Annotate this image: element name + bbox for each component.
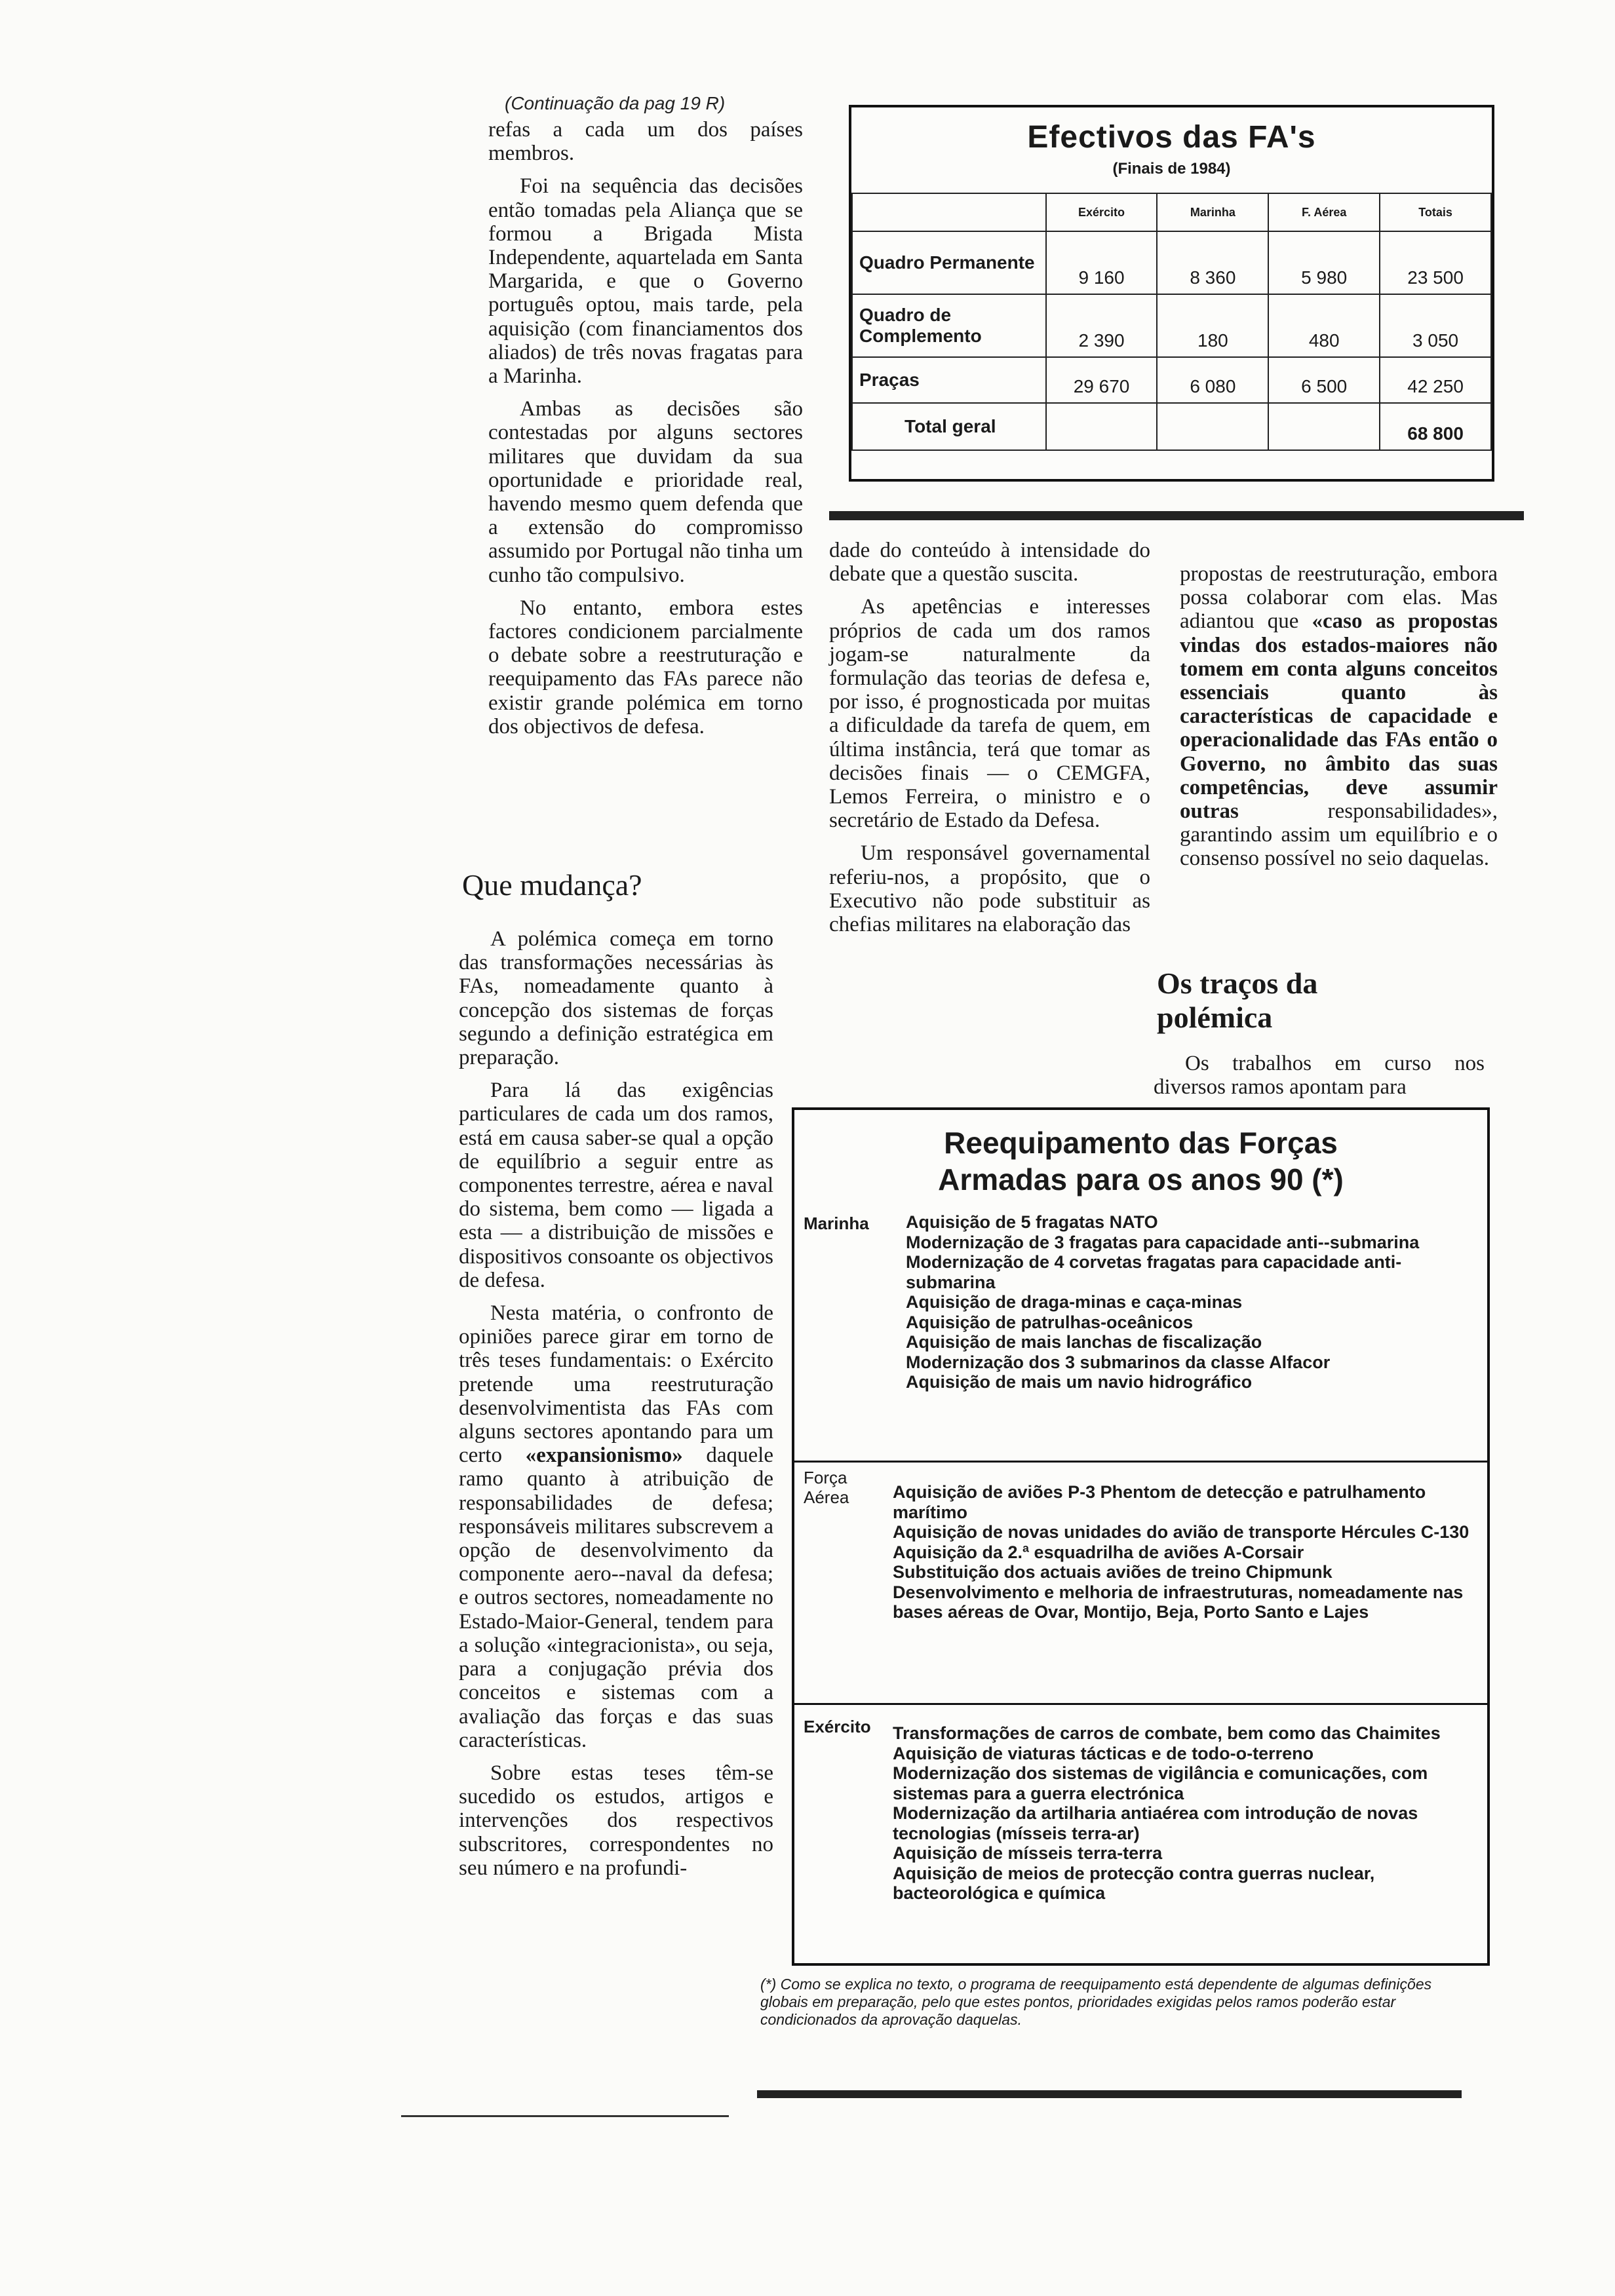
list-item: Aquisição de mais lanchas de fiscalização: [906, 1332, 1262, 1352]
table-cell: [1157, 403, 1268, 450]
paragraph: [1180, 562, 1498, 871]
list-item: Substituição dos actuais aviões de treino Chipmunk: [893, 1562, 1333, 1582]
text-run: propostas de reestruturação, embora possa colaborar com elas. Mas adiantou que: [1180, 562, 1498, 634]
reequipamento-title: Reequipamento das Forças Armadas para os anos 90 (*): [938, 1126, 1344, 1196]
list-item: Aquisição de draga-minas e caça-minas: [906, 1292, 1243, 1312]
total-label: Total geral: [852, 403, 1046, 450]
effectivos-table: [851, 193, 1492, 451]
table-row: [852, 231, 1491, 294]
list-item: Aquisição de mais um navio hidrográfico: [906, 1372, 1253, 1392]
list-item: Aquisição de mísseis terra-terra: [893, 1843, 1163, 1863]
table-cell: 42 250: [1380, 357, 1491, 403]
item-list: [893, 1723, 1474, 1904]
reequipamento-footnote: (*) Como se explica no texto, o programa de reequipamento está dependente de algumas definições globais em preparação, pelo que estes pontos, prioridades exigidas pelos ramos poderão estar condicionados da aprovação daquelas.: [760, 1976, 1432, 2028]
text-run: Nesta matéria, o confronto de opiniões parece girar em torno de três teses fundamentais: o Exército pretende uma reestruturação desenvolvimentista das FAs com alguns sectores apontando para um certo: [459, 1301, 773, 1468]
table-row: [852, 357, 1491, 403]
divider-rule: [829, 511, 1524, 520]
reequipamento-box: [792, 1107, 1490, 1966]
text-run: daquele ramo quanto à atribuição de responsabilidades de defesa; responsáveis militares subscrevem a opção de desenvolvimento da componente aero--naval da defesa; e outros sectores, nomeadamente no Estado-Maior-General, tendem para a solução «integracionista», ou seja, para a conjugação prévia dos conceitos e sistemas com a avaliação das forças e das suas características.: [459, 1444, 773, 1752]
table-row: [852, 294, 1491, 357]
paragraph: Ambas as decisões são contestadas por alguns sectores militares que duvidam da sua oportunidade e prioridade real, havendo mesmo quem defenda que a extensão do compromisso assumido por Portugal não tinha um cunho tão compulsivo.: [488, 397, 803, 587]
branch-label: Força Aérea: [804, 1468, 849, 1507]
table-cell: 9 160: [1046, 231, 1158, 294]
list-item: Modernização dos 3 submarinos da classe Alfacor: [906, 1352, 1331, 1372]
table-cell: [1046, 403, 1158, 450]
effectivos-title: Efectivos das FA's: [1027, 120, 1316, 155]
branch-label: Marinha: [804, 1214, 869, 1233]
article-column-3: [1180, 562, 1498, 871]
effectivos-table-box: [849, 105, 1494, 482]
paragraph: [459, 1301, 773, 1752]
paragraph: Foi na sequência das decisões então tomadas pela Aliança que se formou a Brigada Mista Independente, aquartelada em Santa Margarida, e que o Governo português optou, mais tarde, pela aquisição (com financiamentos dos aliados) de três novas fragatas para a Marinha.: [488, 174, 803, 389]
list-item: Aquisição de novas unidades do avião de transporte Hércules C-130: [893, 1522, 1469, 1542]
article-column-3b: [1154, 1052, 1485, 1099]
table-header-row: [852, 193, 1491, 231]
text-run: responsabilidades», garantindo assim um equilíbrio e o consenso possível no seio daquelas.: [1180, 799, 1498, 871]
list-item: Modernização de 3 fragatas para capacidade anti--submarina: [906, 1232, 1420, 1252]
table-cell: 3 050: [1380, 294, 1491, 357]
table-cell: 8 360: [1157, 231, 1268, 294]
list-item: Aquisição da 2.ª esquadrilha de aviões A-Corsair: [893, 1542, 1304, 1562]
table-cell: 6 500: [1268, 357, 1380, 403]
list-item: Modernização da artilharia antiaérea com introdução de novas tecnologias (mísseis terra-ar): [893, 1803, 1418, 1843]
article-column-2: [829, 539, 1150, 936]
paragraph: A polémica começa em torno das transformações necessárias às FAs, nomeadamente quanto à concepção dos sistemas de forças segundo a definição estratégica em preparação.: [459, 927, 773, 1070]
table-total-row: [852, 403, 1491, 450]
table-cell: 29 670: [1046, 357, 1158, 403]
paragraph: Para lá das exigências particulares de cada um dos ramos, está em causa saber-se qual a opção de equilíbrio a seguir entre as componentes terrestre, aérea e naval do sistema, bem como — ligada a esta — a distribuição de missões e dispositivos consoante os objectivos de defesa.: [459, 1079, 773, 1292]
column-bottom-rule: [401, 2115, 729, 2117]
table-cell: 2 390: [1046, 294, 1158, 357]
subheading-os-tracos: Os traços da polémica: [1157, 966, 1318, 1034]
list-item: Aquisição de viaturas tácticas e de todo-o-terreno: [893, 1743, 1314, 1763]
total-value: 68 800: [1380, 403, 1491, 450]
paragraph: Os trabalhos em curso nos diversos ramos apontam para: [1154, 1052, 1485, 1100]
list-item: Aquisição de meios de protecção contra guerras nuclear, bacteorológica e química: [893, 1863, 1375, 1903]
continuation-note: (Continuação da pag 19 R): [505, 93, 726, 113]
row-label: Quadro Permanente: [852, 231, 1046, 294]
list-item: Aquisição de aviões P-3 Phentom de detecção e patrulhamento marítimo: [893, 1482, 1426, 1522]
section-marinha: [794, 1208, 1487, 1415]
article-column-1: [488, 118, 803, 738]
item-list: [893, 1482, 1474, 1622]
column-header: Marinha: [1157, 193, 1268, 231]
list-item: Transformações de carros de combate, bem como das Chaimites: [893, 1723, 1441, 1743]
column-header: [852, 193, 1046, 231]
text-run-bold: «caso as propostas vindas dos estados-maiores não tomem em conta alguns conceitos essenciais quanto às características de capacidade e operacionalidade das FAs então o Governo, no âmbito das suas competências, deve assumir outras: [1180, 609, 1498, 824]
list-item: Modernização dos sistemas de vigilância e comunicações, com sistemas para a guerra electrónica: [893, 1763, 1428, 1803]
paragraph: Um responsável governamental referiu-nos, a propósito, que o Executivo não pode substituir as chefias militares na elaboração das: [829, 841, 1150, 937]
paragraph: As apetências e interesses próprios de cada um dos ramos jogam-se naturalmente da formulação das teorias de defesa e, por isso, é prognosticada por muitas a dificuldade da tarefa de quem, em última instância, terá que tomar as decisões finais — o CEMGFA, Lemos Ferreira, o ministro e o secretário de Estado da Defesa.: [829, 595, 1150, 833]
divider-rule: [757, 2090, 1462, 2098]
list-item: Modernização de 4 corvetas fragatas para capacidade anti-submarina: [906, 1252, 1402, 1292]
column-header: F. Aérea: [1268, 193, 1380, 231]
table-cell: 23 500: [1380, 231, 1491, 294]
section-exercito: [794, 1703, 1487, 1967]
subheading-que-mudanca: Que mudança?: [462, 868, 642, 902]
list-item: Aquisição de 5 fragatas NATO: [906, 1212, 1158, 1232]
column-header: Totais: [1380, 193, 1491, 231]
article-column-1b: [459, 927, 773, 1880]
table-cell: [1268, 403, 1380, 450]
column-header: Exército: [1046, 193, 1158, 231]
list-item: Aquisição de patrulhas-oceânicos: [906, 1312, 1194, 1332]
list-item: Desenvolvimento e melhoria de infraestruturas, nomeadamente nas bases aéreas de Ovar, Montijo, Beja, Porto Santo e Lajes: [893, 1582, 1464, 1622]
text-run-bold: «expansionismo»: [525, 1444, 683, 1468]
item-list: [906, 1212, 1474, 1392]
row-label: Praças: [852, 357, 1046, 403]
effectivos-subtitle: (Finais de 1984): [1112, 160, 1231, 178]
branch-label: Exército: [804, 1717, 871, 1736]
paragraph: Sobre estas teses têm-se sucedido os estudos, artigos e intervenções dos respectivos subscritores, correspondentes no seu número e na profundi-: [459, 1761, 773, 1880]
paragraph: refas a cada um dos países membros.: [488, 118, 803, 166]
table-cell: 180: [1157, 294, 1268, 357]
row-label: Quadro de Complemento: [852, 294, 1046, 357]
paragraph: No entanto, embora estes factores condicionem parcialmente o debate sobre a reestruturação e reequipamento das FAs parece não existir grande polémica em torno dos objectivos de defesa.: [488, 596, 803, 738]
table-cell: 6 080: [1157, 357, 1268, 403]
section-forca-aerea: [794, 1461, 1487, 1731]
table-cell: 5 980: [1268, 231, 1380, 294]
paragraph: dade do conteúdo à intensidade do debate que a questão suscita.: [829, 539, 1150, 586]
table-cell: 480: [1268, 294, 1380, 357]
